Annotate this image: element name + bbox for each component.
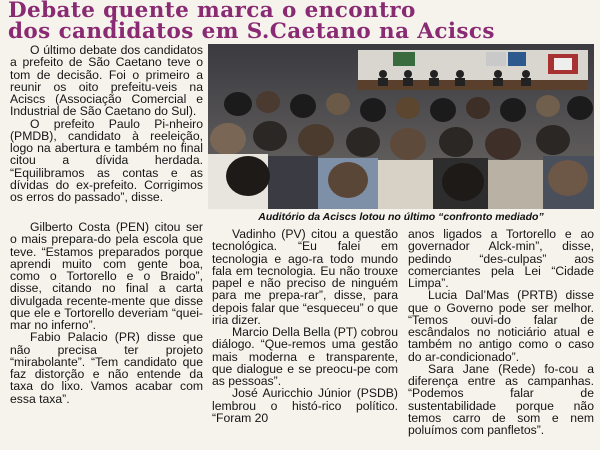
photo-caption: Auditório da Aciscs lotou no último “confronto mediado” <box>258 211 544 223</box>
auditorium-photo <box>208 44 594 209</box>
paragraph: O prefeito Paulo Pi-nheiro (PMDB), candidato à reeleição, logo na abertura e também no final citou a dívida herdada. “Equilibramos as contas e as dívidas do ex-prefeito. Corrigimos os erros do passado”, disse. <box>10 116 203 204</box>
article-column-left-top <box>10 44 203 203</box>
article-column-left-bottom <box>10 221 203 405</box>
paragraph: José Auricchio Júnior (PSDB) lembrou o histó-rico político. “Foram 20 <box>212 386 398 425</box>
paragraph: Lucia Dal’Mas (PRTB) disse que o Governo pode ser melhor. “Temos ouvi-do falar de escândalos no noticiário atual e também no antigo como o caso do ar-condicionado”. <box>408 288 594 364</box>
auditorium-photo-illustration <box>208 44 594 209</box>
paragraph: O último debate dos candidatos a prefeito de São Caetano teve o tom de decisão. Foi o primeiro a reunir os oito prefeitu-veis na Aciscs (Associação Comercial e Industrial de São Caetano do Sul). <box>10 43 203 119</box>
article-column-right <box>408 228 594 436</box>
headline <box>8 0 598 42</box>
paragraph: Fabio Palacio (PR) disse que não precisa ter projeto “mirabolante”. “Tem candidato que faz distorção e não entende da taxa do lixo. Vamos acabar com essa taxa”. <box>10 330 203 406</box>
paragraph: anos ligados a Tortorello e ao governador Alck-min”, disse, pedindo “des-culpas” aos comerciantes pela Lei “Cidade Limpa”. <box>408 227 594 290</box>
paragraph: Sara Jane (Rede) fo-cou a diferença entre as campanhas. “Podemos falar de sustentabilidade porque não temos carro de som e nem poluímos com panfletos”. <box>408 361 594 437</box>
headline-line-1: Debate quente marca o encontro <box>8 0 416 23</box>
headline-line-2: dos candidatos em S.Caetano na Aciscs <box>8 19 495 44</box>
article-column-middle <box>212 228 398 424</box>
paragraph: Marcio Della Bella (PT) cobrou diálogo. “Que-remos uma gestão mais moderna e transparente, que dialogue e se preocu-pe com as pessoas”. <box>212 325 398 388</box>
paragraph: Vadinho (PV) citou a questão tecnológica. “Eu falei em tecnologia e ago-ra todo mundo fala em tecnologia. Eu não trouxe papel e não preciso de ninguém para me prepa-rar”, disse, para depois falar que “esqueceu” o que iria dizer. <box>212 227 398 327</box>
paragraph: Gilberto Costa (PEN) citou ser o mais prepara-do pela escola que teve. “Estamos preparados porque aprendi muito com gente boa, como o Tortorello e o Braido”, disse, citando no final a carta divulgada recente-mente que disse que ele e Tortorello deveriam “quei-mar no inferno”. <box>10 220 203 332</box>
